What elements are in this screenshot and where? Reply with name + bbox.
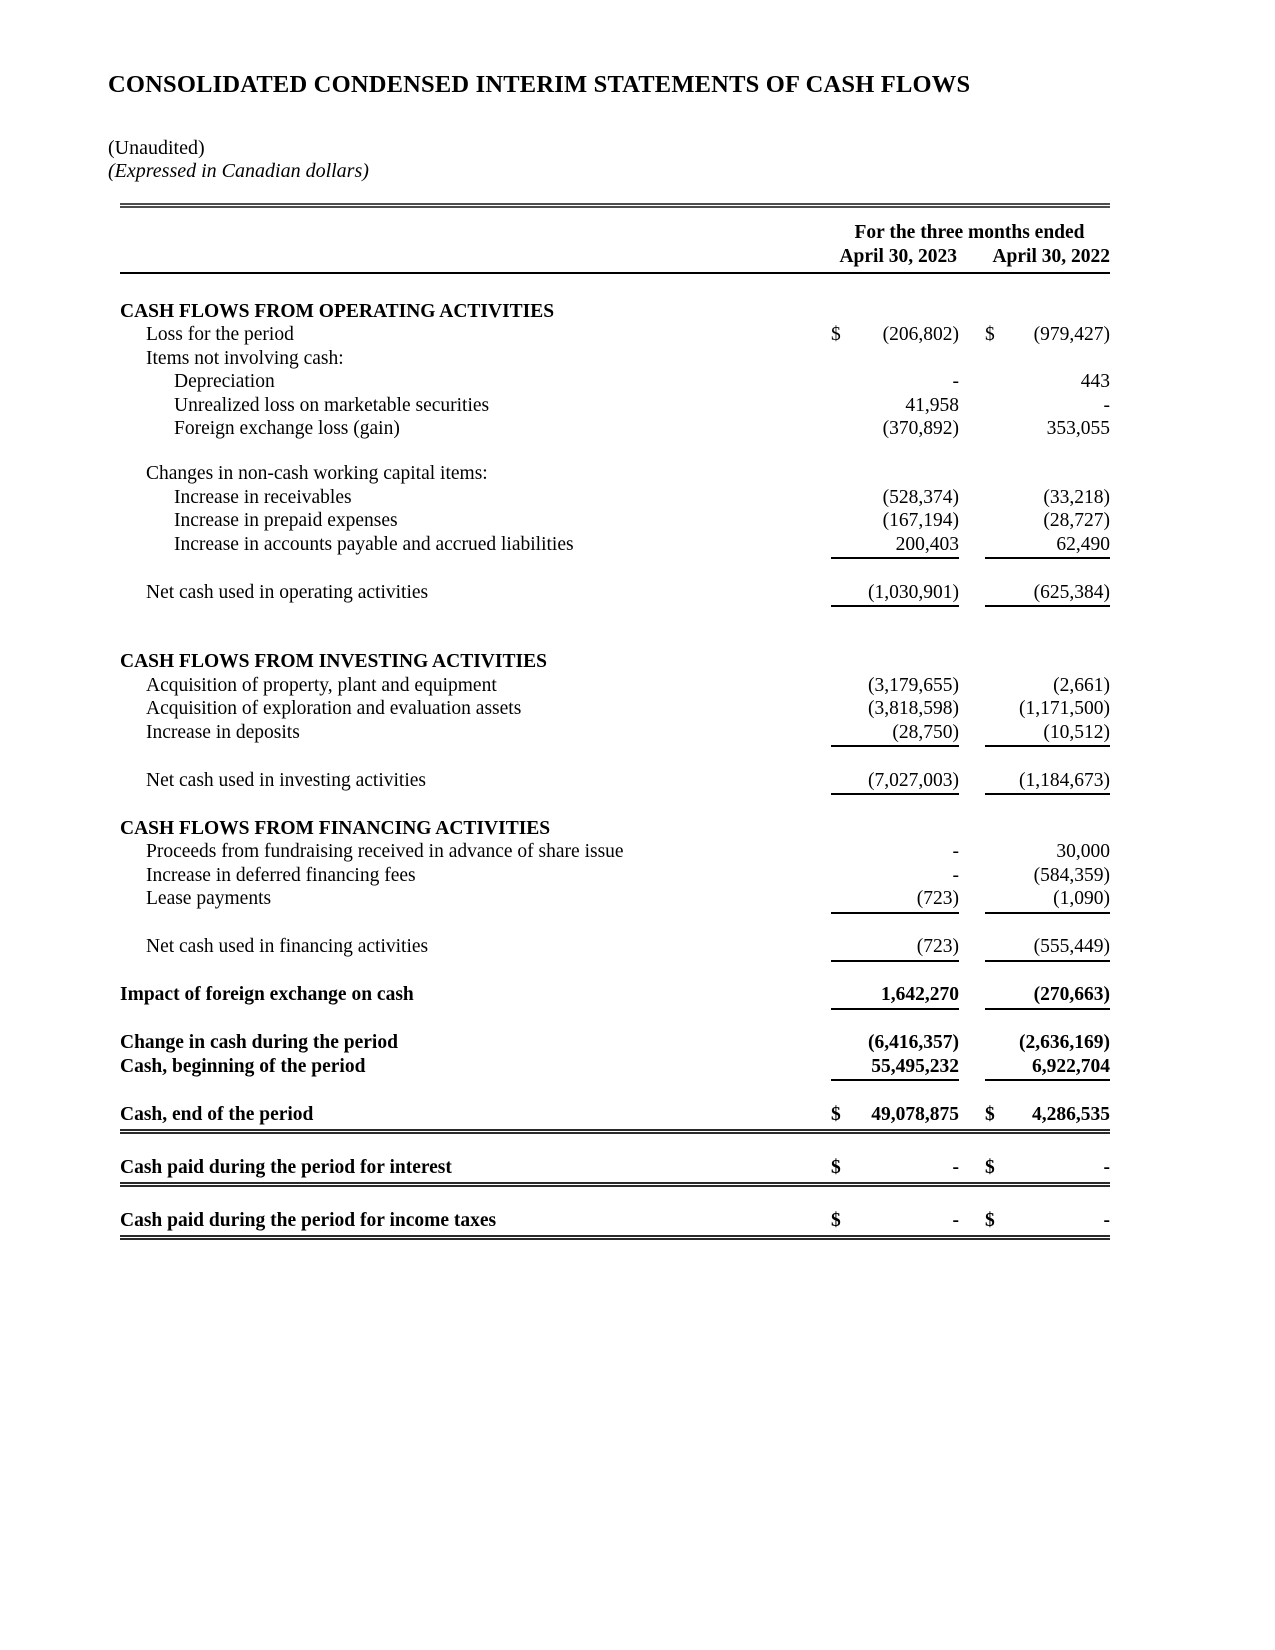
row-label: Cash, end of the period [120,1103,314,1125]
table-row [120,509,1110,533]
amount-2023 [831,1031,959,1055]
amount-value: 49,078,875 [871,1103,959,1125]
amount-value: (6,416,357) [868,1032,959,1054]
statement-rows [120,274,1110,1241]
amount-2023 [831,1156,959,1180]
amount-value: 353,055 [1046,418,1110,440]
row-label: Lease payments [146,888,272,910]
table-row [120,462,1110,486]
amount-value: (1,184,673) [1019,769,1110,791]
table-row [120,817,1110,841]
row-label: Unrealized loss on marketable securities [174,394,490,416]
row-label: Loss for the period [146,324,294,346]
amount-2023 [831,840,959,864]
amount-value: (979,427) [1033,324,1110,346]
amount-value: 1,642,270 [881,984,959,1006]
amount-value: (2,661) [1053,674,1110,696]
amount-2022 [985,509,1110,533]
row-label: Change in cash during the period [120,1032,398,1054]
amount-value: (270,663) [1033,984,1110,1006]
amount-value: (33,218) [1043,486,1110,508]
amount-value: 443 [1080,371,1110,393]
amount-2022 [985,769,1110,796]
row-label: Cash paid during the period for income taxes [120,1209,497,1231]
table-row [120,1055,1110,1082]
currency-symbol: $ [985,1156,995,1178]
amount-2023 [831,417,959,441]
amount-value: (1,090) [1053,888,1110,910]
amount-2022 [985,417,1110,441]
currency-symbol: $ [985,1103,995,1125]
amount-2022 [985,674,1110,698]
row-label: Increase in receivables [174,486,352,508]
amount-2023 [831,887,959,914]
currency-symbol: $ [831,1156,841,1178]
amount-value: (28,750) [892,721,959,743]
table-row [120,323,1110,347]
table-row [120,935,1110,962]
row-label: Items not involving cash: [146,347,344,369]
table-row [120,983,1110,1010]
amount-2022 [985,486,1110,510]
amount-value: (1,030,901) [868,581,959,603]
amount-value: (1,171,500) [1019,698,1110,720]
table-row [120,887,1110,914]
table-row [120,1156,1110,1188]
table-row [120,1209,1110,1241]
amount-2022 [985,1103,1110,1127]
amount-2023 [831,581,959,608]
amount-value: (206,802) [882,324,959,346]
table-row [120,370,1110,394]
amount-value: (3,179,655) [868,674,959,696]
row-label: CASH FLOWS FROM FINANCING ACTIVITIES [120,817,551,839]
row-label: Depreciation [174,371,275,393]
row-label: Acquisition of exploration and evaluation assets [146,698,522,720]
table-row [120,697,1110,721]
amount-2022 [985,1031,1110,1055]
table-row [120,721,1110,748]
amount-2022 [985,581,1110,608]
amount-2023 [831,864,959,888]
amount-value: - [1103,394,1110,416]
currency-symbol: $ [985,1209,995,1231]
row-label: Foreign exchange loss (gain) [174,418,400,440]
amount-value: - [952,1156,959,1178]
amount-2022 [985,840,1110,864]
column-headers [829,245,1110,269]
amount-value: - [1103,1209,1110,1231]
table-row [120,674,1110,698]
column-header-2022: April 30, 2022 [992,245,1110,267]
row-label: CASH FLOWS FROM OPERATING ACTIVITIES [120,300,555,322]
table-row [120,300,1110,324]
amount-2023 [831,1103,959,1127]
amount-2022 [985,864,1110,888]
amount-value: 6,922,704 [1032,1055,1110,1077]
currency-symbol: $ [831,324,841,346]
amount-2023 [831,769,959,796]
table-row [120,417,1110,441]
row-label: Net cash used in financing activities [146,936,429,958]
period-header-group [829,221,1110,269]
amount-value: (10,512) [1043,721,1110,743]
currency-symbol: $ [831,1103,841,1125]
column-gap [957,245,983,269]
cash-flow-statement [120,203,1110,1241]
currency-symbol: $ [831,1209,841,1231]
amount-value: 200,403 [895,533,959,555]
amount-value: (528,374) [882,486,959,508]
period-header: For the three months ended [854,221,1085,243]
amount-2022 [985,533,1110,560]
table-row [120,650,1110,674]
amount-2022 [985,370,1110,394]
amount-2022 [985,1055,1110,1082]
amount-2023 [831,394,959,418]
amount-2023 [831,983,959,1010]
currency-note: (Expressed in Canadian dollars) [108,160,369,183]
column-header-2023: April 30, 2023 [839,245,957,267]
amount-value: (28,727) [1043,510,1110,532]
amount-2022 [985,394,1110,418]
amount-value: 41,958 [905,394,959,416]
amount-2022 [985,1156,1110,1180]
amount-2023 [831,486,959,510]
amount-value: 55,495,232 [871,1055,959,1077]
document-title: CONSOLIDATED CONDENSED INTERIM STATEMENTS OF CASH FLOWS [108,71,971,98]
amount-2023 [831,1055,959,1082]
amount-value: (370,892) [882,418,959,440]
amount-2022 [985,323,1110,347]
table-row [120,769,1110,796]
row-label: Net cash used in investing activities [146,769,426,791]
amount-value: 62,490 [1056,533,1110,555]
amount-2023 [831,533,959,560]
unaudited-note: (Unaudited) [108,136,205,159]
table-row [120,347,1110,371]
table-row [120,581,1110,608]
table-row [120,1103,1110,1135]
amount-2023 [831,370,959,394]
table-row [120,394,1110,418]
amount-value: (167,194) [882,510,959,532]
amount-value: (555,449) [1033,936,1110,958]
table-header [120,208,1110,274]
amount-value: - [1103,1156,1110,1178]
row-label: Net cash used in operating activities [146,581,429,603]
amount-2023 [831,721,959,748]
table-row [120,486,1110,510]
row-label: Impact of foreign exchange on cash [120,984,414,1006]
amount-2022 [985,935,1110,962]
amount-2022 [985,887,1110,914]
amount-value: (625,384) [1033,581,1110,603]
amount-value: 30,000 [1056,841,1110,863]
amount-value: 4,286,535 [1032,1103,1110,1125]
amount-value: (7,027,003) [868,769,959,791]
amount-value: (723) [916,936,959,958]
amount-2023 [831,674,959,698]
table-row [120,840,1110,864]
row-label: CASH FLOWS FROM INVESTING ACTIVITIES [120,651,547,673]
amount-value: (2,636,169) [1019,1032,1110,1054]
table-row [120,533,1110,560]
table-row [120,864,1110,888]
row-label: Increase in deferred financing fees [146,864,416,886]
row-label: Acquisition of property, plant and equipment [146,674,497,696]
amount-2023 [831,509,959,533]
amount-value: - [952,1209,959,1231]
amount-2022 [985,721,1110,748]
row-label: Cash, beginning of the period [120,1055,366,1077]
amount-value: (3,818,598) [868,698,959,720]
amount-value: - [952,841,959,863]
row-label: Proceeds from fundraising received in advance of share issue [146,841,624,863]
amount-2022 [985,1209,1110,1233]
row-label: Increase in deposits [146,721,300,743]
amount-value: (584,359) [1033,864,1110,886]
amount-2023 [831,935,959,962]
amount-2023 [831,1209,959,1233]
row-label: Changes in non-cash working capital items: [146,463,488,485]
row-label: Increase in prepaid expenses [174,510,398,532]
amount-2023 [831,697,959,721]
amount-2022 [985,983,1110,1010]
currency-symbol: $ [985,324,995,346]
row-label: Increase in accounts payable and accrued liabilities [174,533,574,555]
amount-value: - [952,864,959,886]
amount-2023 [831,323,959,347]
table-row [120,1031,1110,1055]
amount-2022 [985,697,1110,721]
amount-value: - [952,371,959,393]
amount-value: (723) [916,888,959,910]
row-label: Cash paid during the period for interest [120,1156,452,1178]
